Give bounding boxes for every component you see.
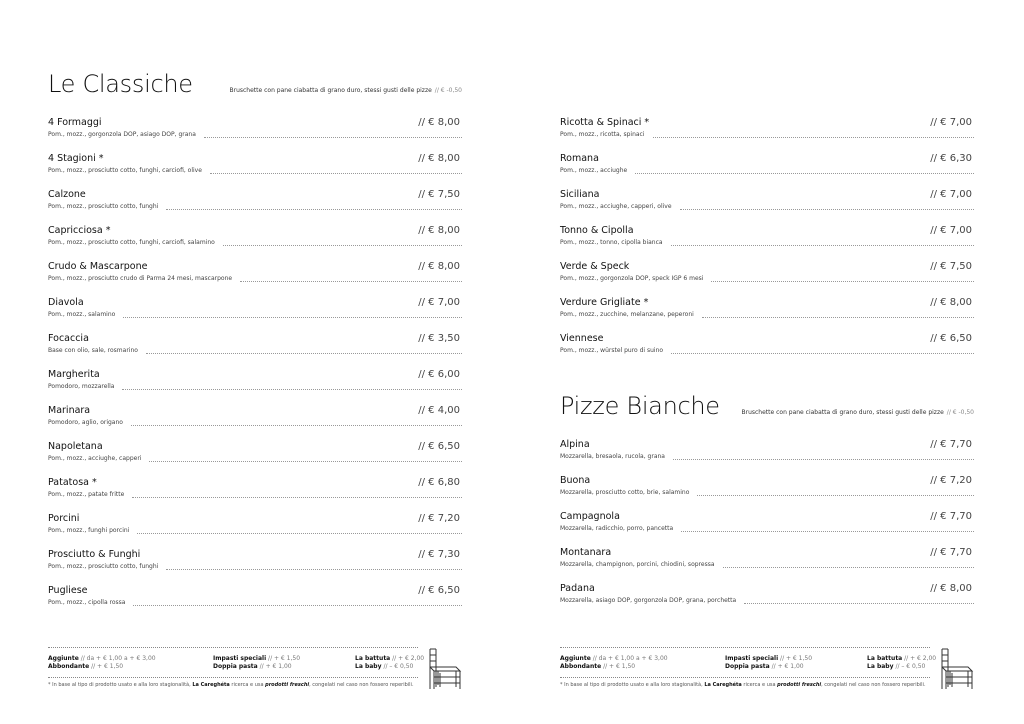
item-price: // € 7,00: [418, 297, 460, 308]
aggiunte-label: Aggiunte: [48, 655, 79, 662]
item-name: 4 Formaggi: [48, 117, 102, 128]
dotted-leader: [131, 421, 462, 426]
bruschette-text: Bruschette con pane ciabatta di grano duro, stessi gusti delle pizze: [741, 409, 944, 416]
footer-extras: [48, 647, 462, 697]
menu-item-4-stagioni: [48, 153, 462, 183]
impasti-price: // + € 1,50: [268, 655, 301, 662]
item-price: // € 6,50: [930, 333, 972, 344]
baby-label: La baby: [355, 663, 382, 670]
menu-item-porcini: [48, 513, 462, 543]
impasti-price: // + € 1,50: [780, 655, 813, 662]
item-ingredients: Pom., mozz., cipolla rossa: [48, 599, 126, 606]
menu-item-buona: [560, 475, 974, 505]
menu-item-verdure-grigliate: [560, 297, 974, 327]
chair-icon: [938, 647, 974, 691]
dotted-leader: [653, 133, 974, 138]
abbondante-price: // + € 1,50: [91, 663, 124, 670]
item-ingredients: Pom., mozz., acciughe, capperi: [48, 455, 142, 462]
item-ingredients: Base con olio, sale, rosmarino: [48, 347, 138, 354]
item-ingredients: Pom., mozz., prosciutto cotto, funghi, carciofi, salamino: [48, 239, 215, 246]
dotted-leader: [133, 601, 462, 606]
item-ingredients: Mozzarella, asiago DOP, gorgonzola DOP, grana, porchetta: [560, 597, 737, 604]
impasti-label: Impasti speciali: [725, 655, 779, 662]
menu-item-patatosa: [48, 477, 462, 507]
dotted-leader: [711, 277, 974, 282]
dotted-leader: [122, 385, 462, 390]
item-ingredients: Mozzarella, prosciutto cotto, brie, salamino: [560, 489, 690, 496]
dotted-leader: [680, 205, 974, 210]
item-price: // € 7,50: [930, 261, 972, 272]
dotted-leader: [146, 349, 462, 354]
item-description: [48, 383, 462, 390]
item-name: Pugliese: [48, 585, 88, 596]
dotted-leader: [702, 313, 974, 318]
item-name: Alpina: [560, 439, 590, 450]
menu-item-margherita: [48, 369, 462, 399]
item-description: [48, 275, 462, 282]
baby-price: // – € 0,50: [383, 663, 414, 670]
bruschette-text: Bruschette con pane ciabatta di grano duro, stessi gusti delle pizze: [229, 87, 432, 94]
abbondante-price: // + € 1,50: [603, 663, 636, 670]
item-name: Tonno & Cipolla: [560, 225, 634, 236]
item-description: [560, 203, 974, 210]
item-price: // € 7,00: [930, 117, 972, 128]
dotted-leader: [744, 599, 974, 604]
menu-item-prosciutto-funghi: [48, 549, 462, 579]
menu-item-tonno-cipolla: [560, 225, 974, 255]
item-price: // € 8,00: [418, 117, 460, 128]
baby-label: La baby: [867, 663, 894, 670]
item-name: Marinara: [48, 405, 91, 416]
item-description: [48, 347, 462, 354]
dotted-leader: [210, 169, 462, 174]
item-name: Patatosa *: [48, 477, 97, 488]
menu-item-capricciosa: [48, 225, 462, 255]
dotted-leader: [671, 241, 974, 246]
menu-item-focaccia: [48, 333, 462, 363]
dotted-leader: [723, 563, 975, 568]
item-ingredients: Pomodoro, aglio, origano: [48, 419, 123, 426]
item-description: [48, 131, 462, 138]
item-name: Verdure Grigliate *: [560, 297, 649, 308]
item-price: // € 3,50: [418, 333, 460, 344]
item-price: // € 8,00: [418, 153, 460, 164]
bruschette-price: // € -0,50: [946, 409, 974, 416]
item-ingredients: Pom., mozz., prosciutto cotto, funghi, carciofi, olive: [48, 167, 202, 174]
menu-item-alpina: [560, 439, 974, 469]
divider: [48, 647, 418, 648]
item-name: Montanara: [560, 547, 612, 558]
bruschette-note: [741, 409, 974, 416]
item-ingredients: Pom., mozz., patate fritte: [48, 491, 125, 498]
battuta-label: La battuta: [867, 655, 903, 662]
left-page: [48, 0, 462, 724]
menu-item-verde-speck: [560, 261, 974, 291]
bruschette-note: [229, 87, 462, 94]
item-price: // € 7,00: [930, 189, 972, 200]
item-description: [560, 525, 974, 532]
menu-item-campagnola: [560, 511, 974, 541]
dotted-leader: [697, 491, 974, 496]
menu-item-romana: [560, 153, 974, 183]
dotted-leader: [223, 241, 462, 246]
dotted-leader: [671, 349, 974, 354]
item-description: [48, 491, 462, 498]
section-title-bianche: Pizze Bianche: [560, 392, 720, 420]
item-price: // € 7,70: [930, 439, 972, 450]
item-ingredients: Pom., mozz., ricotta, spinaci: [560, 131, 645, 138]
item-name: 4 Stagioni *: [48, 153, 104, 164]
item-description: [48, 527, 462, 534]
dotted-leader: [635, 169, 974, 174]
doppia-price: // + € 1,00: [259, 663, 292, 670]
abbondante-label: Abbondante: [48, 663, 90, 670]
item-ingredients: Pomodoro, mozzarella: [48, 383, 115, 390]
bruschette-price: // € -0,50: [434, 87, 462, 94]
item-price: // € 7,30: [418, 549, 460, 560]
footnote: * In base al tipo di prodotto usato e alla loro stagionalità, La Careghéta ricerca e usa prodotti freschi, congelati nel caso non fossero reperibili.: [48, 682, 414, 688]
item-price: // € 8,00: [930, 297, 972, 308]
item-name: Calzone: [48, 189, 86, 200]
footer-extras: [560, 647, 974, 697]
item-description: [560, 275, 974, 282]
item-price: // € 7,00: [930, 225, 972, 236]
item-name: Focaccia: [48, 333, 89, 344]
item-price: // € 8,00: [418, 225, 460, 236]
item-name: Margherita: [48, 369, 100, 380]
item-description: [48, 563, 462, 570]
menu-item-calzone: [48, 189, 462, 219]
aggiunte-price: // da + € 1,00 a + € 3,00: [592, 655, 668, 662]
item-ingredients: Pom., mozz., würstel puro di suino: [560, 347, 664, 354]
item-price: // € 7,70: [930, 511, 972, 522]
item-name: Viennese: [560, 333, 604, 344]
menu-item-napoletana: [48, 441, 462, 471]
item-name: Romana: [560, 153, 599, 164]
item-description: [48, 311, 462, 318]
item-name: Prosciutto & Funghi: [48, 549, 141, 560]
item-price: // € 7,20: [930, 475, 972, 486]
battuta-price: // + € 2,00: [904, 655, 937, 662]
item-ingredients: Pom., mozz., prosciutto cotto, funghi: [48, 563, 159, 570]
dotted-leader: [137, 529, 462, 534]
aggiunte-label: Aggiunte: [560, 655, 591, 662]
item-price: // € 6,00: [418, 369, 460, 380]
item-description: [560, 311, 974, 318]
item-description: [48, 239, 462, 246]
item-price: // € 8,00: [930, 583, 972, 594]
item-name: Capricciosa *: [48, 225, 111, 236]
battuta-price: // + € 2,00: [392, 655, 425, 662]
footnote: * In base al tipo di prodotto usato e alla loro stagionalità, La Careghéta ricerca e usa prodotti freschi, congelati nel caso non fossero reperibili.: [560, 682, 926, 688]
menu-item-diavola: [48, 297, 462, 327]
abbondante-label: Abbondante: [560, 663, 602, 670]
item-name: Napoletana: [48, 441, 103, 452]
item-price: // € 6,30: [930, 153, 972, 164]
dotted-leader: [240, 277, 462, 282]
dotted-leader: [681, 527, 974, 532]
baby-price: // – € 0,50: [895, 663, 926, 670]
impasti-label: Impasti speciali: [213, 655, 267, 662]
dotted-leader: [204, 133, 462, 138]
menu-item-viennese: [560, 333, 974, 363]
item-name: Crudo & Mascarpone: [48, 261, 148, 272]
item-price: // € 7,20: [418, 513, 460, 524]
doppia-price: // + € 1,00: [771, 663, 804, 670]
divider: [560, 647, 930, 648]
item-name: Campagnola: [560, 511, 620, 522]
doppia-label: Doppia pasta: [725, 663, 770, 670]
item-price: // € 4,00: [418, 405, 460, 416]
item-name: Ricotta & Spinaci *: [560, 117, 650, 128]
menu-item-ricotta-spinaci: [560, 117, 974, 147]
menu-item-pugliese: [48, 585, 462, 615]
item-ingredients: Pom., mozz., tonno, cipolla bianca: [560, 239, 663, 246]
dotted-leader: [123, 313, 462, 318]
item-ingredients: Pom., mozz., salamino: [48, 311, 116, 318]
item-name: Buona: [560, 475, 591, 486]
item-ingredients: Mozzarella, bresaola, rucola, grana: [560, 453, 665, 460]
menu-item-montanara: [560, 547, 974, 577]
item-ingredients: Mozzarella, champignon, porcini, chiodini, sopressa: [560, 561, 715, 568]
item-description: [560, 561, 974, 568]
item-name: Padana: [560, 583, 595, 594]
item-description: [560, 453, 974, 460]
menu-item-marinara: [48, 405, 462, 435]
item-description: [48, 419, 462, 426]
item-name: Verde & Speck: [560, 261, 630, 272]
item-description: [48, 599, 462, 606]
item-name: Porcini: [48, 513, 80, 524]
item-description: [560, 597, 974, 604]
item-ingredients: Pom., mozz., prosciutto cotto, funghi: [48, 203, 159, 210]
dotted-leader: [673, 455, 974, 460]
item-price: // € 7,70: [930, 547, 972, 558]
item-ingredients: Pom., mozz., acciughe: [560, 167, 628, 174]
dotted-leader: [149, 457, 462, 462]
item-price: // € 6,50: [418, 441, 460, 452]
item-description: [48, 167, 462, 174]
item-description: [560, 489, 974, 496]
divider: [48, 677, 418, 678]
item-description: [48, 203, 462, 210]
menu-item-4-formaggi: [48, 117, 462, 147]
item-price: // € 7,50: [418, 189, 460, 200]
right-page: [560, 0, 974, 724]
item-ingredients: Mozzarella, radicchio, porro, pancetta: [560, 525, 674, 532]
item-ingredients: Pom., mozz., acciughe, capperi, olive: [560, 203, 672, 210]
item-description: [48, 455, 462, 462]
item-name: Diavola: [48, 297, 84, 308]
battuta-label: La battuta: [355, 655, 391, 662]
doppia-label: Doppia pasta: [213, 663, 258, 670]
item-description: [560, 347, 974, 354]
item-ingredients: Pom., mozz., gorgonzola DOP, speck IGP 6 mesi: [560, 275, 704, 282]
item-name: Siciliana: [560, 189, 600, 200]
item-description: [560, 167, 974, 174]
item-ingredients: Pom., mozz., funghi porcini: [48, 527, 130, 534]
menu-item-crudo-mascarpone: [48, 261, 462, 291]
section-title-classiche: Le Classiche: [48, 70, 193, 98]
menu-item-padana: [560, 583, 974, 613]
item-price: // € 6,80: [418, 477, 460, 488]
aggiunte-price: // da + € 1,00 a + € 3,00: [80, 655, 156, 662]
item-description: [560, 239, 974, 246]
chair-icon: [426, 647, 462, 691]
item-ingredients: Pom., mozz., zucchine, melanzane, peperoni: [560, 311, 694, 318]
item-price: // € 8,00: [418, 261, 460, 272]
menu-item-siciliana: [560, 189, 974, 219]
dotted-leader: [132, 493, 462, 498]
item-description: [560, 131, 974, 138]
divider: [560, 677, 930, 678]
dotted-leader: [166, 565, 462, 570]
item-ingredients: Pom., mozz., gorgonzola DOP, asiago DOP, grana: [48, 131, 196, 138]
dotted-leader: [166, 205, 462, 210]
item-ingredients: Pom., mozz., prosciutto crudo di Parma 24 mesi, mascarpone: [48, 275, 233, 282]
item-price: // € 6,50: [418, 585, 460, 596]
